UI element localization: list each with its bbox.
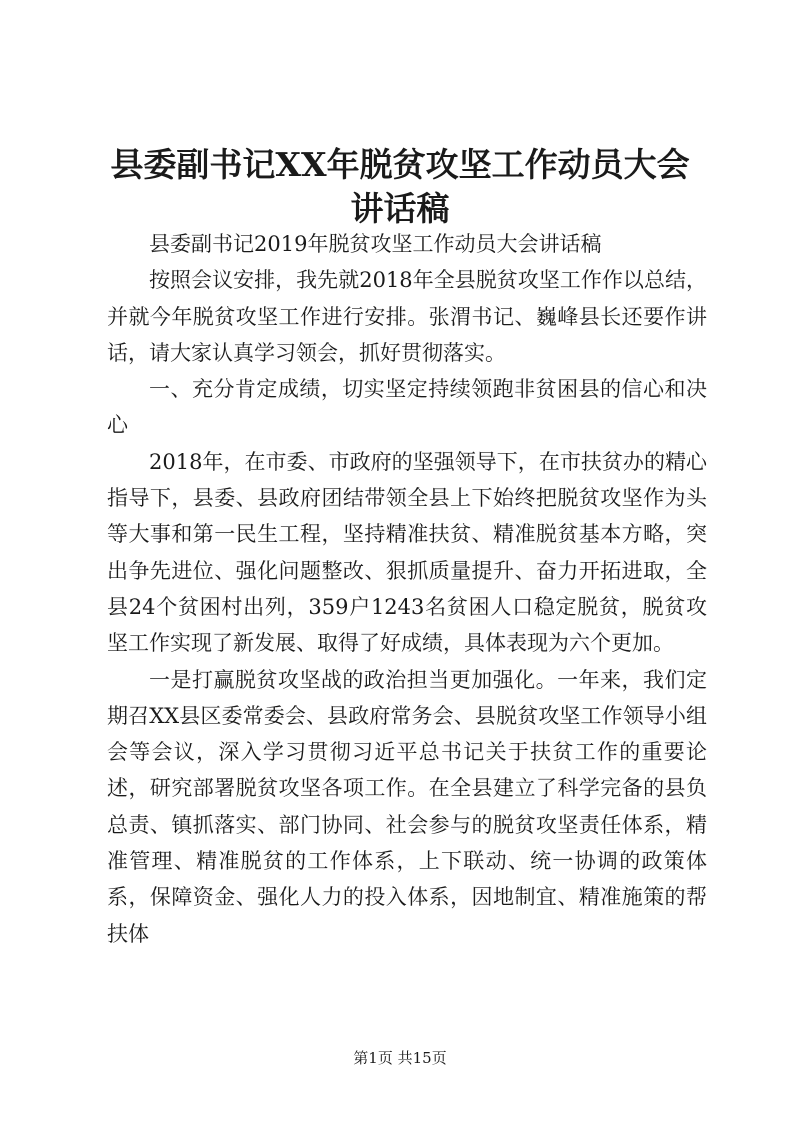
- paragraph-subtitle: 县委副书记2019年脱贫攻坚工作动员大会讲话稿: [149, 232, 602, 256]
- document-title: 县委副书记XX年脱贫攻坚工作动员大会讲话稿: [110, 145, 690, 228]
- paragraph-section-heading: 一、充分肯定成绩，切实坚定持续领跑非贫困县的信心和决心: [107, 377, 707, 438]
- paragraph-intro: 按照会议安排，我先就2018年全县脱贫攻坚工作作以总结，并就今年脱贫攻坚工作进行安排。张渭书记、巍峰县长还要作讲话，请大家认真学习领会，抓好贯彻落实。: [107, 268, 707, 365]
- paragraph-achievements: 2018年，在市委、市政府的坚强领导下，在市扶贫办的精心指导下，县委、县政府团结带领全县上下始终把脱贫攻坚作为头等大事和第一民生工程，坚持精准扶贫、精准脱贫基本方略，突出争先进位、强化问题整改、狠抓质量提升、奋力开拓进取，全县24个贫困村出列，359户1243名贫困人口稳定脱贫，脱贫攻坚工作实现了新发展、取得了好成绩，具体表现为六个更加。: [107, 449, 707, 656]
- page-number-footer: 第1页 共15页: [353, 1049, 447, 1067]
- paragraph-point-one: 一是打赢脱贫攻坚战的政治担当更加强化。一年来，我们定期召XX县区委常委会、县政府常务会、县脱贫攻坚工作领导小组会等会议，深入学习贯彻习近平总书记关于扶贫工作的重要论述，研究部署脱贫攻坚各项工作。在全县建立了科学完备的县负总责、镇抓落实、部门协同、社会参与的脱贫攻坚责任体系，精准管理、精准脱贫的工作体系，上下联动、统一协调的政策体系，保障资金、强化人力的投入体系，因地制宜、精准施策的帮扶体: [107, 667, 707, 946]
- document-body: [107, 226, 707, 952]
